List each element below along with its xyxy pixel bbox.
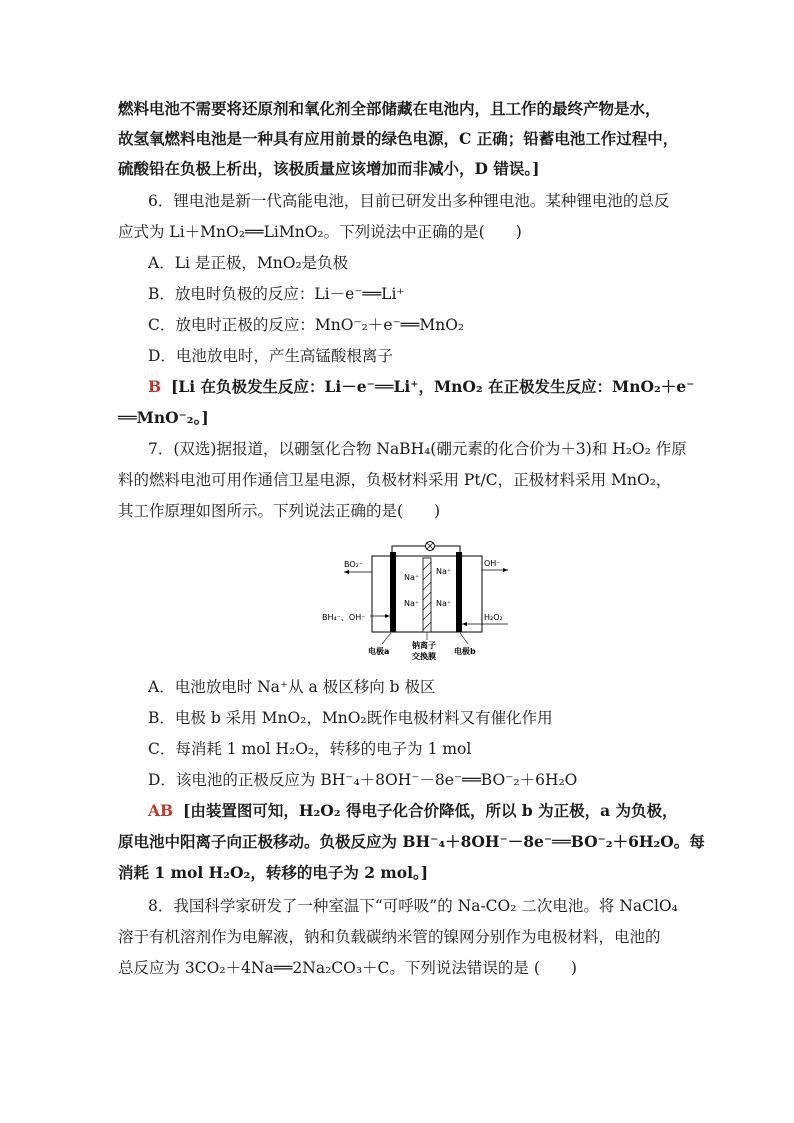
q7-answer-line-1	[148, 800, 678, 822]
q7-option-d: D．该电池的正极反应为 BH⁻₄＋8OH⁻－8e⁻══BO⁻₂＋6H₂O	[148, 771, 578, 789]
q6-option-a: A．Li 是正极，MnO₂是负极	[148, 254, 349, 272]
na-ion-label: Na⁺	[404, 573, 420, 582]
na-ion-label: Na⁺	[404, 599, 420, 608]
q6-option-c: C．放电时正极的反应：MnO⁻₂＋e⁻══MnO₂	[148, 316, 465, 334]
arrow-left-icon	[462, 622, 467, 626]
q6-option-b: B．放电时负极的反应：Li－e⁻══Li⁺	[148, 285, 405, 303]
q8-stem-1: 8．我国科学家研发了一种室温下“可呼吸”的 Na-CO₂ 二次电池。将 NaClO₄	[148, 897, 678, 915]
right-top-label: OH⁻	[484, 559, 501, 568]
left-bottom-label: BH₄⁻、OH⁻	[322, 613, 366, 622]
q7-option-c: C．每消耗 1 mol H₂O₂，转移的电子为 1 mol	[148, 740, 472, 758]
na-ion-label: Na⁺	[436, 599, 452, 608]
q6-stem-1: 6．锂电池是新一代高能电池，目前已研发出多种锂电池。某种锂电池的总反	[148, 192, 670, 210]
arrow-left-icon	[344, 570, 349, 574]
electrode-a	[390, 552, 396, 632]
q6-answer-letter: B	[148, 377, 162, 396]
electrode-a-label: 电极a	[368, 647, 390, 656]
q6-option-d: D．电池放电时，产生高锰酸根离子	[148, 347, 393, 365]
q7-stem-1: 7．(双选)据报道，以硼氢化合物 NaBH₄(硼元素的化合价为＋3)和 H₂O₂ 作原	[148, 440, 687, 458]
prev-answer-line-2: 故氢氧燃料电池是一种具有应用前景的绿色电源，C 正确；铅蓄电池工作过程中，	[118, 129, 679, 148]
arrow-right-icon	[385, 614, 390, 618]
q7-option-b: B．电极 b 采用 MnO₂，MnO₂既作电极材料又有催化作用	[148, 709, 553, 727]
prev-answer-line-1: 燃料电池不需要将还原剂和氧化剂全部储藏在电池内，且工作的最终产物是水，	[118, 99, 661, 118]
q6-explanation-1: [Li 在负极发生反应：Li－e⁻══Li⁺，MnO₂ 在正极发生反应：MnO₂＋e⁻	[170, 377, 695, 396]
q7-explanation-3: 消耗 1 mol H₂O₂，转移的电子为 2 mol。]	[118, 863, 429, 882]
left-top-label: BO₂⁻	[344, 560, 364, 569]
electrode-b	[456, 552, 462, 632]
q8-stem-3: 总反应为 3CO₂＋4Na══2Na₂CO₃＋C。下列说法错误的是 ( )	[118, 959, 577, 977]
prev-answer-line-3: 硫酸铅在负极上析出，该极质量应该增加而非减小，D 错误。]	[118, 159, 540, 178]
q7-answer-letter: AB	[148, 801, 174, 820]
q7-option-a: A．电池放电时 Na⁺从 a 极区移向 b 极区	[148, 678, 436, 696]
q7-explanation-2: 原电池中阳离子向正极移动。负极反应为 BH⁻₄＋8OH⁻－8e⁻══BO⁻₂＋6H₂O。每	[118, 832, 705, 851]
membrane-label-2: 交换膜	[412, 652, 436, 661]
q6-answer-line-1	[148, 376, 694, 398]
q7-stem-2: 料的燃料电池可用作通信卫星电源，负极材料采用 Pt/C，正极材料采用 MnO₂，	[118, 471, 672, 489]
fuel-cell-diagram	[322, 540, 530, 662]
q7-explanation-1: [由装置图可知，H₂O₂ 得电子化合价降低，所以 b 为正极，a 为负极，	[183, 801, 678, 820]
membrane-label-1: 钠离子	[412, 641, 436, 650]
arrow-right-icon	[503, 568, 508, 572]
q6-explanation-2: ══MnO⁻₂。]	[118, 408, 209, 427]
q8-stem-2: 溶于有机溶剂作为电解液，钠和负载碳纳米管的镍网分别作为电极材料，电池的	[118, 928, 661, 946]
q6-stem-2: 应式为 Li＋MnO₂══LiMnO₂。下列说法中正确的是( )	[118, 223, 522, 241]
q7-stem-3: 其工作原理如图所示。下列说法正确的是( )	[118, 502, 441, 520]
right-bottom-label: H₂O₂	[484, 613, 503, 622]
na-ion-label: Na⁺	[436, 567, 452, 576]
electrode-b-label: 电极b	[454, 647, 476, 656]
